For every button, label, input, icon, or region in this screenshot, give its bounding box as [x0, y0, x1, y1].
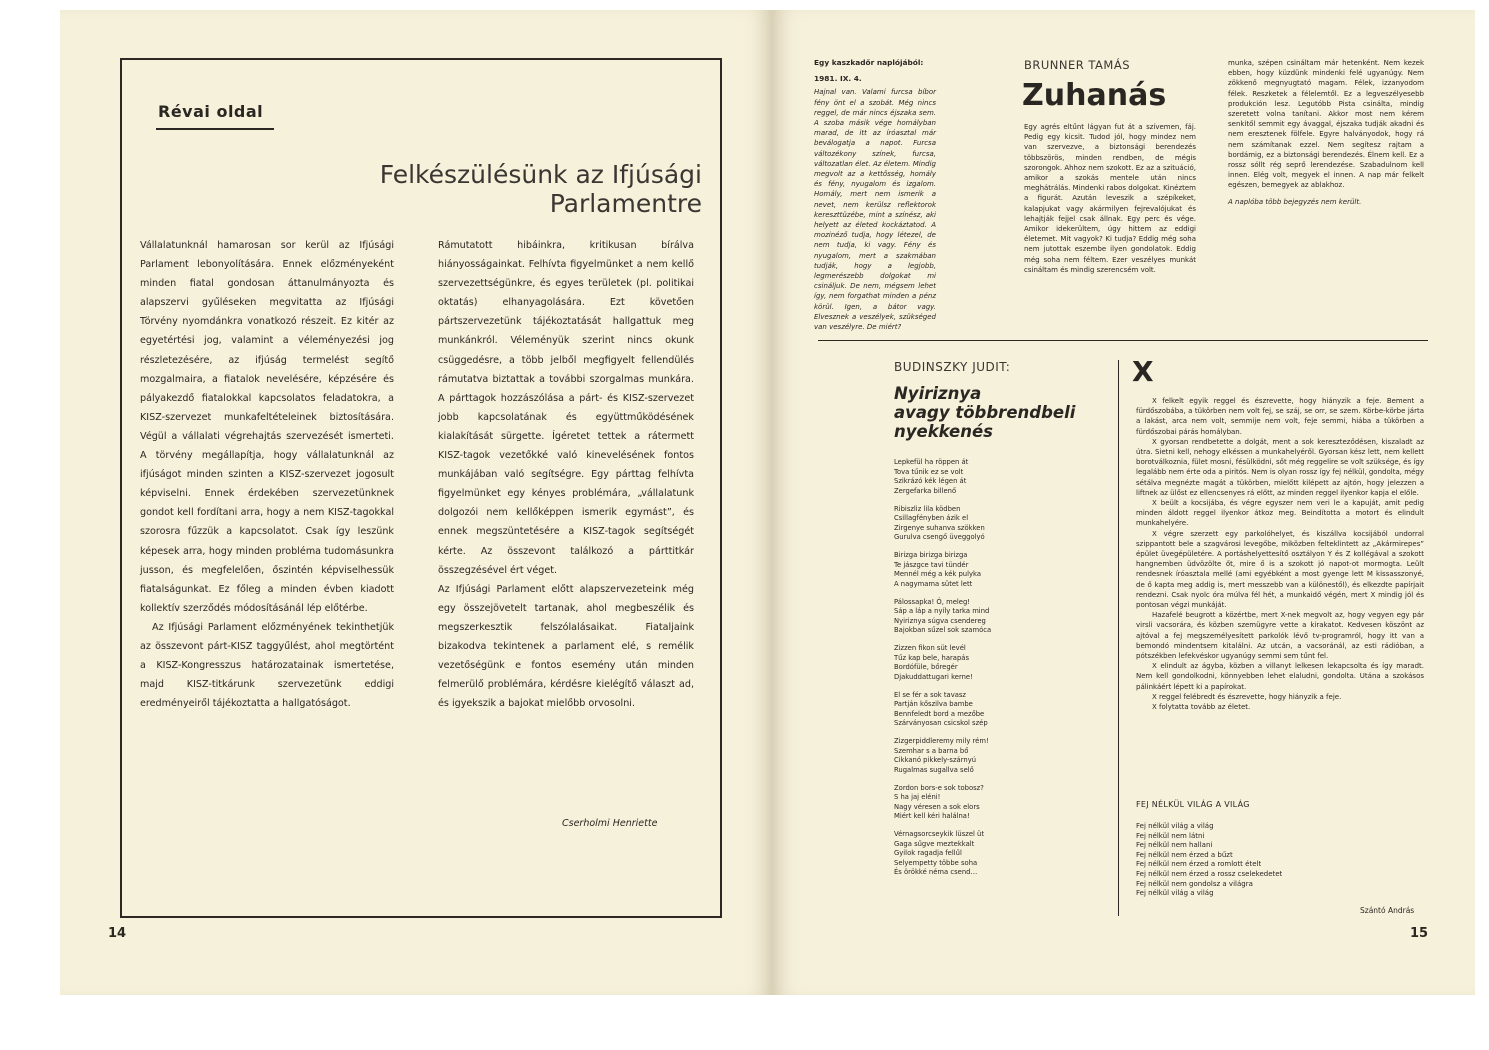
right-page [772, 10, 1475, 995]
poem-stanza [894, 551, 1094, 589]
poem-stanza [894, 458, 1094, 496]
article-column-2 [438, 236, 694, 713]
poem-line: Fej nélkül nem látni [1136, 831, 1205, 840]
poem-line: Birizga birizga birizga [894, 551, 968, 559]
brunner-author: BRUNNER TAMÁS [1024, 58, 1131, 72]
poem-stanza [894, 737, 1094, 775]
paragraph: X felkelt egyik reggel és észrevette, hogy hiányzik a feje. Bement a fürdőszobába, a tükörben nem volt fej, se száj, se orr, se szem. Körbe-körbe járta a lakást, arca nem volt, semmije nem volt, feje semmi, hiába a tükörben a fürdőszobai párás homályban. [1136, 397, 1424, 436]
vertical-divider [1118, 360, 1119, 916]
poem-line: Rugalmas sugallva selő [894, 765, 974, 774]
poem-line: Tova tűnik ez se volt [894, 467, 964, 476]
paragraph: X reggel felébredt és észrevette, hogy hiányzik a feje. [1152, 692, 1342, 701]
paragraph: Vállalatunknál hamarosan sor kerül az Ifjúsági Parlament lebonyolítására. Ennek előzményeként minden fiatal gondosan áttanulmányozta és alapszervi gyűléseken megvitatta az Ifjúsági Törvény nyomdánkra vonatkozó részeit. Ez kitér az egyetértési jog, valamint a véleményezési jog részletezésére, az ifjúság termelést segítő mozgalmaira, a fiatalok nevelésére, képzésére és pályakezdő fiatalokkal kapcsolatos feladatokra, a KISZ-szervezet munkafeltételeinek biztosítására. Végül a vállalati végrehajtás szervezését ismerteti. A törvény megállapítja, hogy vállalatunknál az ifjúságot minden szinten a KISZ-szervezet jogosult képviselni. Ennek érdekében szervezetünknek gondot kell fordítani arra, hogy a nem KISZ-tagokkal szorosra fűzzük a kapcsolatot. Csak így leszünk képesek arra, hogy minden probléma tudomásunkra jusson, és megfelelően, őszintén képviselhessük fiatalságunkat. Ez főleg a minden évben kiadott kollektív szerződés módosításánál lép előtérbe. [140, 240, 394, 614]
poem-line: Fej nélkül világ a világ [1136, 889, 1214, 898]
poem-line: Gyilok ragadja fellűl [894, 849, 962, 857]
poem-line: Ribiszliz lila ködben [894, 504, 961, 513]
fej-poem-title: FEJ NÉLKÜL VILÁG A VILÁG [1136, 800, 1250, 809]
poem-title-line: nyekkenés [894, 422, 993, 441]
poem-title-line: Nyiriznya [894, 384, 982, 403]
paragraph: Rámutatott hibáinkra, kritikusan bírálva hiányosságainkat. Felhívta figyelmünket a nem kellő szervezettségünkre, és egyes területek (pl. politikai oktatás) elhanyagolására. Ezt követően pártszervezetünk tájékoztatását hallgattuk meg munkánkról. Véleményük szerint nincs okunk csüggedésre, a több jelből megfigyelt fellendülés rámutatva biztattak a további szorgalmas munkára. A párttagok hozzászólása a párt- és KISZ-szervezet jobb kapcsolatának és együttműködésének kialakítását sürgette. Ígéretet tettek a rátermett KISZ-tagok vezetőkké való kinevelésének fontos munkájában való segítségre. Egy párttag felhívta figyelmünket egy kényes problémára, „vállalatunk dolgozói nem kellőképpen ismerik egymást”, és ennek megszüntetésére a KISZ-tagok segítségét kérte. Az összevont találkozó a párttitkár összegzésével ért véget. [438, 240, 694, 576]
horizontal-divider [818, 340, 1428, 341]
paragraph: Hazafelé beugrott a közértbe, mert X-nek megvolt az, hogy vegyen egy pár virsli vacsorára, és közben szemügyre vette a kirakatot. Kedvesen köszönt az ajtóval a fej megszemélyesített parkolók lévő tv-programról, hogy itt van a bemondó mindentsem kitalálni. Az utcán, a vacsoránál, az esti rádióban, a pótszékben lefekvéskor ugyanúgy semmi sem tűnt fel. [1136, 611, 1424, 661]
poem-line: S ha jaj eléni! [894, 793, 941, 801]
paragraph: Az Ifjúsági Parlament előtt alapszervezeteink még egy összejövetelt tartanak, ahol megbeszélik és megszerkesztik felszólalásaikat. Fiataljaink bizakodva tekintenek a parlament elé, s remélik vezetőségünk e fontos esemény után minden felmerülő problémára, kérdésre kielégítő választ ad, és igyekszik a bajokat mielőbb orvosolni. [438, 583, 694, 710]
poem-line: Pálossapka! Ó, meleg! [894, 597, 971, 606]
poem-line: Gurulva csengő üveggolyó [894, 533, 985, 541]
poem-stanza [894, 691, 1094, 729]
poem-line: Fej nélkül nem érzed a rossz cselekedetet [1136, 869, 1283, 878]
poem-line: Zordon bors-e sok tobosz? [894, 783, 984, 792]
poem-line: Fej nélkül nem hallani [1136, 841, 1213, 850]
x-story-body [1136, 396, 1424, 712]
poem-line: Tűz kap bele, harapás [894, 653, 969, 662]
brunner-column-1: Egy agrés eltűnt lágyan fut át a szívemen, fáj. Pedig egy kicsit. Tudod jól, hogy mindez nem van szervezve, a biztonsági berendezés többszörös, minden rendben, de mégis szorongok. Ahhoz nem szokott. Ez az a szituáció, amikor a szokás mentele után nincs meghátrálás. Mindenki rabos dolgokat. Kinéztem a figurát. Azután leveszik a szépíkeket, kalapjukat vagy akármilyen fejrevalójukat és lehajtják fejjel csak állnak. Egy perc és vége. Amikor idekerültem, úgy hittem az eddigi életemet. Mit vagyok? Ki tudja? Eddig még soha nem jutottak eszembe ilyen gondolatok. Eddig még soha nem féltem. Ezer veszélyes munkát csináltam és mindig szerencsém volt. [1024, 123, 1196, 274]
article-signature: Cserholmi Henriette [562, 818, 658, 829]
poem-line: Miért kell kéri halálna! [894, 812, 970, 820]
page-number-right: 15 [1410, 926, 1429, 941]
article-column-1 [140, 236, 394, 713]
poem-line: Djakuddattugari kerne! [894, 672, 973, 681]
brunner-text: munka, szépen csináltam már hetenként. Nem kezek ebben, hogy küzdünk mindenki felé ugyanúgy. Nem zökkenő megnyugtató magam. Félek, izzanyodom félek. Reszketek a félelemtől. Ez a legveszélyesebb produkción lesz. Legutóbb Pista csinálta, mindig szeretett volna tanítani. Akkor most nem kérem senkitől semmit egy ávaggal, éjszaka tudják akadni és nem eresztenek fölfele. Egyre halványodok, hogy rá nem számítanak ezzel. Nem segítesz rajtam a bordámig, ez a biztonsági berendezés. Élnem kell. Ez a rossz sóllt rég seprő lerendezése. Szabadulnom kell innen. Elég volt, megyek el innen. A nap már felkelt egészen, bemegyek az ablakhoz. [1228, 59, 1424, 190]
brunner-title: Zuhanás [1022, 78, 1167, 113]
paragraph: Az Ifjúsági Parlament előzményének tekinthetjük az összevont párt-KISZ taggyűlést, ahol megtörtént a KISZ-Kongresszus határozatainak ismertetése, majd KISZ-titkárunk szervezetünk eddigi eredményeiről tájékoztatta a hallgatóságot. [140, 621, 394, 710]
article-title: Felkészülésünk az Ifjúsági Parlamentre [379, 160, 702, 218]
poem-line: Bennfeledt bord a mezőbe [894, 709, 985, 718]
poem-line: Zergefarka billenő [894, 486, 957, 495]
diary-date: 1981. IX. 4. [814, 74, 862, 84]
brunner-column-2 [1228, 58, 1424, 207]
poem-line: Fej nélkül nem érzed a bűzt [1136, 850, 1233, 859]
poem-line: Fej nélkül nem gondolsz a világra [1136, 879, 1253, 888]
poem-line: Zizzen fikon süt levél [894, 644, 966, 652]
fej-poem-author: Szántó András [1360, 906, 1415, 915]
paragraph: X elindult az ágyba, közben a villanyt lelkesen lekapcsolta és így maradt. Nem kell gondolkodni, könnyebben lehet elaludni, gondolta. Utána a szokásos pálinkáért lépett ki a papírokat. [1136, 662, 1424, 691]
paragraph: X végre szerzett egy parkolóhelyet, és kiszállva kocsijából undorral szippantott bele a szagvárosi levegőbe, miközben felteklintett az „Akármirepes” épület üvegépületére. A portáshelyettesítő osztályon Y és Z kollégával a szokott hangnemben üdvözölte őt, mire ő is a szokott jó napot-ot mormogta. Leült rendesnek íróasztala mellé (ami egyébként a most gyenge lett M kissasszonyé, de ő kapta meg addig is, mert messzebb van a különestől), és elkezdte papírjait rendezni. Csak nyolc óra múlva fél hét, a munkaidő végén, mert X mindig jól és pontosan végzi munkáját. [1136, 529, 1424, 610]
poem-stanza [894, 598, 1094, 636]
diary-heading: Egy kaszkadőr naplójából: [814, 58, 924, 67]
poem-line: És örökké néma csend… [894, 868, 978, 876]
poem-line: Bordófüle, bőregér [894, 663, 958, 671]
section-title: Révai oldal [158, 102, 264, 121]
poem-line: Vérnagsorcseykik lüszel üt [894, 830, 985, 838]
paragraph: X beült a kocsijába, és végre egyszer nem veri le a kapuját, amit pedig minden áldott reggel ilyenkor átkoz meg. Beindította a motort és elindult munkahelyére. [1136, 499, 1424, 528]
page-number-left: 14 [108, 926, 127, 941]
poem-line: Sáp a láp a nyíly tarka mind [894, 607, 990, 615]
poem-line: A nagymama sütet lett [894, 579, 973, 588]
poem-line: Partján kőszilva bambe [894, 700, 973, 708]
diary-body: Hajnal van. Valami furcsa bíbor fény önt el a szobát. Még nincs reggel, de már nincs éjszaka sem. A szoba másik vége homályban marad, de itt az íróasztal már beválogatja a napot. Furcsa változékony színek, furcsa, változatlan élet. Az életem. Mindig megvolt az a kettősség, homály és fény, nyugalom és izgalom. Homály, mert nem ismerik a nevet, nem kerülsz reflektorok kereszttüzébe, mint a színész, aki helyett az életed kockáztatod. A mozinéző tudja, hogy létezel, de nem tudja, ki vagy. Fény és nyugalom, mert a szakmában tudják, hogy a legjobb, legmerészebb dolgokat mi csináljuk. De nem, mégsem lehet így, nem forgathat minden a pénz körül. Igen, a bátor vagy. Elvesznek a veszélyek, szükséged van veszélyre. De miért? [814, 88, 936, 332]
poem-stanza [894, 830, 1094, 878]
brunner-note: A naplóba több bejegyzés nem került. [1228, 197, 1362, 206]
poem-line: Fej nélkül nem érzed a romlott ételt [1136, 860, 1262, 869]
left-page [60, 10, 772, 995]
poem-line: Nyiriznya súgva csendereg [894, 616, 986, 625]
diary-column [814, 58, 936, 332]
poem-line: Selyempetty többe soha [894, 858, 978, 867]
poem-stanza [894, 505, 1094, 543]
poem-title [894, 384, 1104, 441]
poem-line: El se fér a sok tavasz [894, 690, 967, 699]
budinszky-author: BUDINSZKY JUDIT: [894, 360, 1011, 374]
poem-line: Csillagfényben ázik el [894, 514, 969, 522]
poem-line: Szikrázó kék légen át [894, 477, 967, 485]
poem-line: Cikkanó pikkely-szárnyú [894, 756, 977, 764]
poem-line: Bajokban sűzel sok szamóca [894, 626, 992, 634]
poem-line: Mennél még a kék pulyka [894, 570, 981, 578]
paragraph: X gyorsan rendbetette a dolgát, ment a sok kereszteződésen, kiszaladt az útra. Sietni kell, nehogy elkéssen a munkahelyéről. Gyorsan kész lett, nem kellett borotválkoznia, fület mosni, fésülködni, sőt még reggelire se volt szüksége, és így legalább nem érte oda a piritós. Nem is olyan rossz így fej nélkül, gondolta, mégy sétálva megnézte magát a tükörben, mielőtt kilépett az ajtón, hogy jelezzen a liftnek az ülőst ez ellencsenyes rá előtt, az minden reggel ilyenkor kapja el előle. [1136, 437, 1424, 497]
section-underline [156, 128, 274, 130]
poem-line: Fej nélkül világ a világ [1136, 822, 1214, 830]
poem-line: Te jászgce tavi tündér [894, 560, 969, 569]
poem-line: Zirgenye suhanva szökken [894, 523, 985, 532]
paragraph: X folytatta tovább az életet. [1152, 703, 1251, 712]
poem-line: Szemhar s a barna bő [894, 746, 969, 755]
poem-stanza [894, 784, 1094, 822]
poem-title-line: avagy többrendbeli [894, 403, 1076, 422]
x-story-title: X [1132, 355, 1154, 388]
poem-line: Zizgerpiddleremy mily rém! [894, 737, 989, 745]
poem-line: Lepkefül ha röppen át [894, 458, 969, 466]
poem-line: Nagy véresen a sok elors [894, 802, 980, 811]
poem-line: Szárványosan csicskol szép [894, 719, 988, 727]
poem-body [894, 458, 1094, 886]
poem-line: Gaga sűgve meztekkalt [894, 839, 975, 848]
poem-stanza [894, 644, 1094, 682]
article-frame [120, 58, 722, 918]
fej-poem-body [1136, 822, 1376, 899]
